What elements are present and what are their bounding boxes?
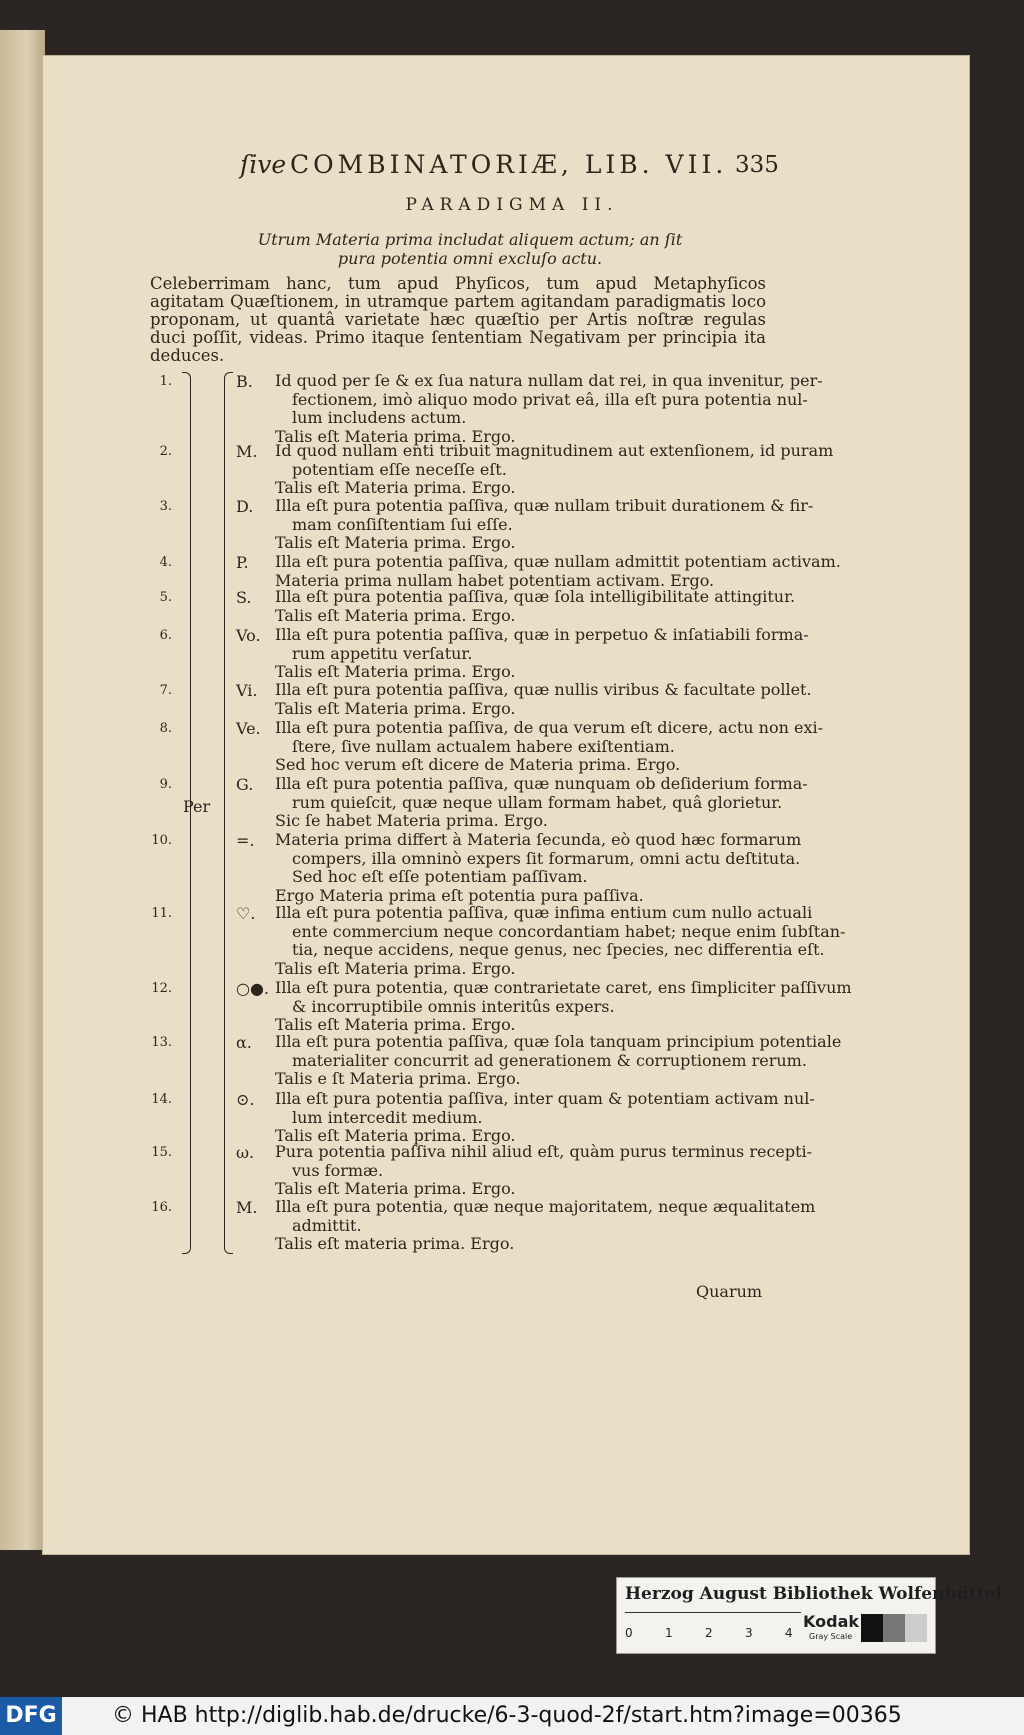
item-letter: α. <box>236 1033 252 1052</box>
item-line: materialiter concurrit ad generationem & corruptionem rerum. <box>292 1050 807 1070</box>
item-number: 13. <box>151 1035 172 1050</box>
item-number: 10. <box>151 833 172 848</box>
item-line: Illa eſt pura potentia, quæ neque majoritatem, neque æqualitatem <box>275 1197 816 1216</box>
item-line: Illa eſt pura potentia paſſiva, inter quam & potentiam activam nul- <box>275 1089 815 1108</box>
item-letter: Vo. <box>236 626 261 645</box>
item-line: ente commercium neque concordantiam habet; neque enim ſubſtan- <box>292 921 846 941</box>
item-line: Sed hoc verum eſt dicere de Materia prima. Ergo. <box>275 755 681 774</box>
ruler-mark-0: 0 <box>625 1626 633 1640</box>
ruler-mark-3: 3 <box>745 1626 753 1640</box>
item-line: lum intercedit medium. <box>292 1107 483 1127</box>
item-letter: P. <box>236 553 249 572</box>
ruler-mark-4: 4 <box>785 1626 793 1640</box>
item-line: Talis e ſt Materia prima. Ergo. <box>275 1069 521 1088</box>
item-line: Id quod per ſe & ex ſua natura nullam dat rei, in qua invenitur, per- <box>275 371 823 390</box>
item-line: & incorruptibile omnis interitûs expers. <box>292 996 615 1016</box>
item-line: Illa eſt pura potentia paſſiva, quæ nullis viribus & facultate pollet. <box>275 680 812 699</box>
item-number: 1. <box>159 374 172 389</box>
item-line: Illa eſt pura potentia paſſiva, quæ nunquam ob deſiderium forma- <box>275 774 808 793</box>
library-name: Herzog August Bibliothek Wolfenbüttel <box>625 1584 1002 1604</box>
item-letter: Vi. <box>236 681 258 700</box>
ruler-mark-2: 2 <box>705 1626 713 1640</box>
per-label: Per <box>183 797 211 816</box>
item-letter: G. <box>236 775 254 794</box>
item-line: Illa eſt pura potentia paſſiva, quæ infima entium cum nullo actuali <box>275 903 813 922</box>
item-letter: ♡. <box>236 904 256 923</box>
item-line: Sed hoc eſt eſſe potentiam paſſivam. <box>292 867 588 886</box>
item-number: 15. <box>151 1145 172 1160</box>
item-line: Talis eſt Materia prima. Ergo. <box>275 478 516 497</box>
item-letter: =. <box>236 831 255 850</box>
item-number: 12. <box>151 981 172 996</box>
item-line: vus formæ. <box>292 1160 384 1180</box>
library-color-card <box>616 1577 1002 1654</box>
item-line: rum quieſcit, quæ neque ullam formam habet, quâ glorietur. <box>292 792 783 812</box>
facing-page-edge <box>0 30 45 1550</box>
item-letter: M. <box>236 1198 258 1217</box>
item-number: 11. <box>151 906 172 921</box>
item-line: Talis eſt Materia prima. Ergo. <box>275 1126 516 1145</box>
item-line: Talis eſt Materia prima. Ergo. <box>275 533 516 552</box>
kodak-logo: Kodak <box>803 1612 859 1631</box>
item-line: Id quod nullam enti tribuit magnitudinem aut extenſionem, id puram <box>275 441 834 460</box>
footer-url[interactable]: © HAB http://diglib.hab.de/drucke/6-3-quod-2f/start.htm?image=00365 <box>112 1703 902 1728</box>
dfg-logo: DFG <box>0 1697 62 1735</box>
paradigma-title: PARADIGMA II. <box>405 195 619 215</box>
item-number: 3. <box>159 499 172 514</box>
item-line: Illa eſt pura potentia paſſiva, quæ ſola tanquam principium potentiale <box>275 1032 842 1051</box>
scale-ruler <box>625 1612 801 1639</box>
footer-bar <box>0 1697 1024 1735</box>
item-number: 8. <box>159 721 172 736</box>
item-number: 6. <box>159 628 172 643</box>
item-line: potentiam eſſe neceſſe eſt. <box>292 459 507 479</box>
gray-swatch-black <box>861 1614 883 1642</box>
item-line: Illa eſt pura potentia paſſiva, de qua verum eſt dicere, actu non exi- <box>275 718 823 737</box>
intro-paragraph: Celeberrimam hanc, tum apud Phyſicos, tum apud Metaphyſicos agitatam Quæſtionem, in utramque partem agitandam paradigmatis loco proponam, ut quantâ varietate hæc quæſtio per Artis noſtræ regulas duci poſſit, videas. Primo itaque ſententiam Negativam per principia ita deduces. <box>150 274 766 365</box>
item-number: 9. <box>159 777 172 792</box>
item-line: Materia prima nullam habet potentiam activam. Ergo. <box>275 570 715 590</box>
header-title: COMBINATORIÆ, LIB. VII. <box>290 150 728 179</box>
item-line: Talis eſt Materia prima. Ergo. <box>275 426 516 446</box>
item-line: Pura potentia paſſiva nihil aliud eſt, quàm purus terminus recepti- <box>275 1142 813 1161</box>
item-letter: D. <box>236 497 254 516</box>
item-line: mam conſiſtentiam ſui eſſe. <box>292 514 513 534</box>
item-letter: ⊙. <box>236 1090 255 1109</box>
item-line: Illa eſt pura potentia paſſiva, quæ nullam tribuit durationem & fir- <box>275 496 814 515</box>
item-line: Materia prima differt à Materia ſecunda, eò quod hæc formarum <box>275 830 802 849</box>
item-number: 2. <box>159 444 172 459</box>
item-line: compers, illa omninò expers ſit formarum, omni actu deſtituta. <box>292 848 801 868</box>
item-line: tia, neque accidens, neque genus, nec ſpecies, nec differentia eſt. <box>292 940 825 959</box>
catchword: Quarum <box>696 1282 763 1301</box>
item-line: Illa eſt pura potentia paſſiva, quæ ſola intelligibilitate attingitur. <box>275 587 796 606</box>
item-number: 5. <box>159 590 172 605</box>
gray-scale-label: Gray Scale <box>809 1632 853 1641</box>
item-letter: ○●. <box>236 979 270 998</box>
item-line: Talis eſt Materia prima. Ergo. <box>275 605 516 625</box>
item-line: fectionem, imò aliquo modo privat eâ, illa eſt pura potentia nul- <box>292 389 808 409</box>
item-line: lum includens actum. <box>292 408 467 427</box>
item-letter: B. <box>236 372 253 391</box>
running-header <box>0 150 1024 180</box>
item-line: Sic ſe habet Materia prima. Ergo. <box>275 811 548 830</box>
item-line: admittit. <box>292 1215 362 1235</box>
item-number: 16. <box>151 1200 172 1215</box>
item-letter: ω. <box>236 1143 255 1162</box>
right-brace <box>224 372 233 1254</box>
header-left: ſive <box>240 150 287 179</box>
item-number: 4. <box>159 555 172 570</box>
item-line: rum appetitu verſatur. <box>292 643 473 663</box>
item-line: Illa eſt pura potentia paſſiva, quæ in perpetuo & inſatiabili forma- <box>275 625 809 644</box>
item-line: Talis eſt Materia prima. Ergo. <box>275 1179 516 1198</box>
subtitle-line-2: pura potentia omni excluſo actu. <box>337 249 603 268</box>
item-number: 14. <box>151 1092 172 1107</box>
item-letter: Ve. <box>236 719 261 738</box>
item-line: Talis eſt Materia prima. Ergo. <box>275 958 516 978</box>
item-number: 7. <box>159 683 172 698</box>
page-number: 335 <box>735 152 779 178</box>
gray-swatch-light <box>905 1614 927 1642</box>
ruler-mark-1: 1 <box>665 1626 673 1640</box>
item-line: Talis eſt Materia prima. Ergo. <box>275 662 516 681</box>
item-letter: M. <box>236 442 258 461</box>
item-line: Talis eſt materia prima. Ergo. <box>275 1234 515 1253</box>
item-line: Illa eſt pura potentia, quæ contrarietate caret, ens ſimpliciter paſſivum <box>275 978 852 997</box>
item-line: ſtere, ſive nullam actualem habere exiſtentiam. <box>292 736 675 756</box>
subtitle-line-1: Utrum Materia prima includat aliquem actum; an ſit <box>257 230 683 249</box>
item-line: Talis eſt Materia prima. Ergo. <box>275 1015 516 1034</box>
item-line: Talis eſt Materia prima. Ergo. <box>275 698 516 718</box>
item-letter: S. <box>236 588 252 607</box>
gray-swatch-mid <box>883 1614 905 1642</box>
item-line: Ergo Materia prima eſt potentia pura paſſiva. <box>275 885 644 905</box>
item-line: Illa eſt pura potentia paſſiva, quæ nullam admittit potentiam activam. <box>275 552 841 571</box>
